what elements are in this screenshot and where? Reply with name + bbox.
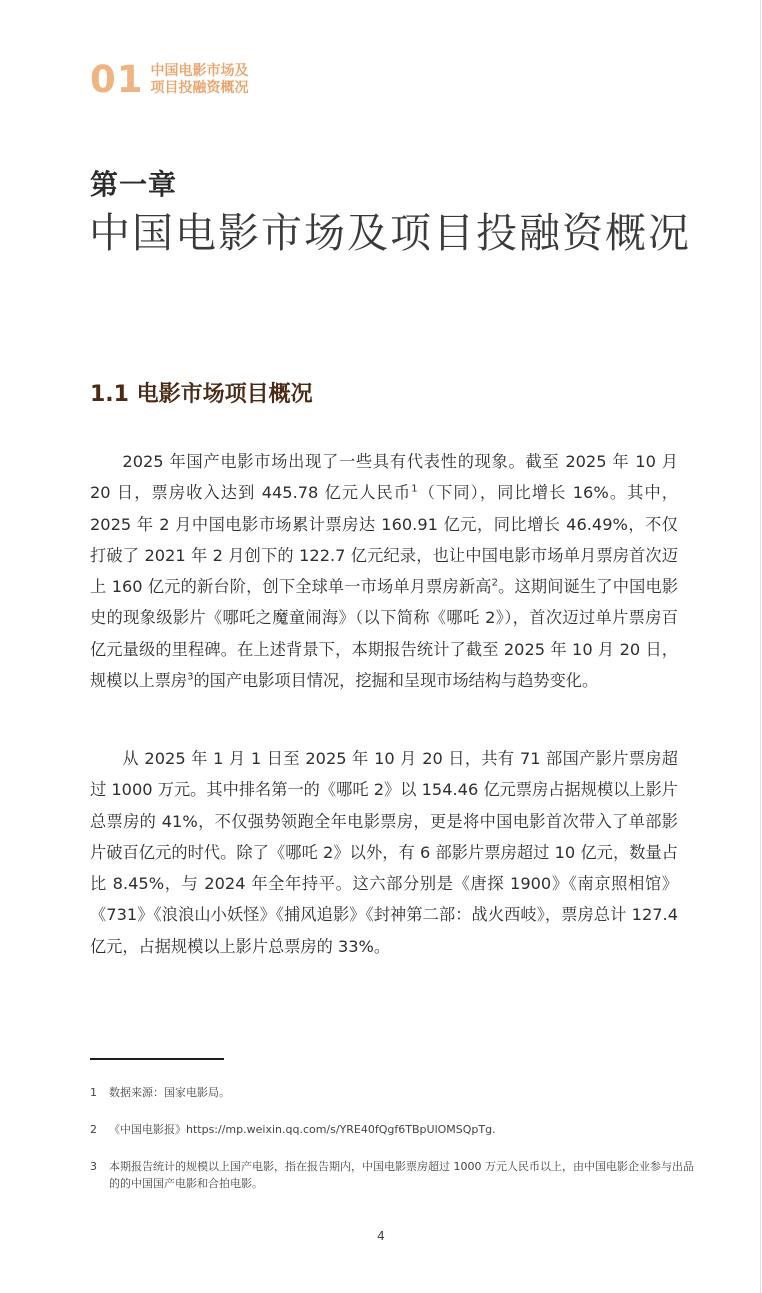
footnote-text: 数据来源：国家电影局。 [109,1086,230,1099]
chapter-label: 第一章 [90,168,178,201]
paragraph-1-text-c: 。这期间诞生了中国电影史的现象级影片《哪吒之魔童闹海》（以下简称《哪吒 2》），首次迈过单片票房百亿元量级的里程碑。在上述背景下，本期报告统计了截至 2025 年 10 月 20 日，规模以上票房 [90,577,679,691]
footnote-3 [90,1158,700,1192]
footnote-text: 本期报告统计的规模以上国产电影，指在报告期内，中国电影票房超过 1000 万元人民币以上，由中国电影企业参与出品的的中国国产电影和合拍电影。 [109,1160,694,1190]
paragraph-1-text-d: 的国产电影项目情况，挖掘和呈现市场结构与趋势变化。 [193,671,599,691]
footnote-1 [90,1084,700,1101]
chapter-number: 01 [90,58,144,101]
paragraph-2-text: 从 2025 年 1 月 1 日至 2025 年 10 月 20 日，共有 71 部国产影片票房超过 1000 万元。其中排名第一的《哪吒 2》以 154.46 亿元票房占据规模以上影片总票房的 41%，不仅强势领跑全年电影票房，更是将中国电影首次带入了单部影片破百亿元的时代。除了《哪吒 2》以外，有 6 部影片票房超过 10 亿元，数量占比 8.45%，与 2024 年全年持平。这六部分别是《唐探 1900》《南京照相馆》《731》《浪浪山小妖怪》《捕风追影》《封神第二部：战火西岐》，票房总计 127.4 亿元，占据规模以上影片总票房的 33%。 [90,749,678,956]
chapter-mini-title-line1: 中国电影市场及 [150,63,249,79]
footnote-number: 3 [90,1160,97,1173]
footnote-ref-1[interactable]: 1 [411,483,418,495]
section-title: 1.1 电影市场项目概况 [90,382,313,407]
body-paragraph-2 [90,743,678,962]
footnotes [90,1084,700,1192]
paragraph-1-text-a: 2025 年国产电影市场出现了一些具有代表性的现象。截至 2025 年 10 月 20 日，票房收入达到 445.78 亿元人民币 [90,452,678,503]
page-number: 4 [377,1229,385,1243]
footnote-number: 1 [90,1086,97,1099]
footnote-divider [90,1058,224,1060]
paragraph-1-text-b: （下同），同比增长 16%。其中，2025 年 2 月中国电影市场累计票房达 160.91 亿元，同比增长 46.49%，不仅打破了 2021 年 2 月创下的 122.7 亿元纪录，也让中国电影市场单月票房首次迈上 160 亿元的新台阶，创下全球单一市场单月票房新高 [90,483,678,597]
running-header [90,60,249,100]
body-paragraph-1 [90,446,678,696]
footnote-number: 2 [90,1123,97,1136]
footnote-ref-3[interactable]: 3 [187,671,194,683]
footnote-link[interactable]: 《中国电影报》https://mp.weixin.qq.com/s/YRE40fQgf6TBpUlOMSQpTg. [109,1123,496,1136]
chapter-title: 中国电影市场及项目投融资概况 [89,209,691,257]
chapter-mini-title [151,63,249,97]
chapter-mini-title-line2: 项目投融资概况 [150,80,249,96]
footnote-2 [90,1121,700,1138]
footnote-ref-2[interactable]: 2 [491,577,498,589]
